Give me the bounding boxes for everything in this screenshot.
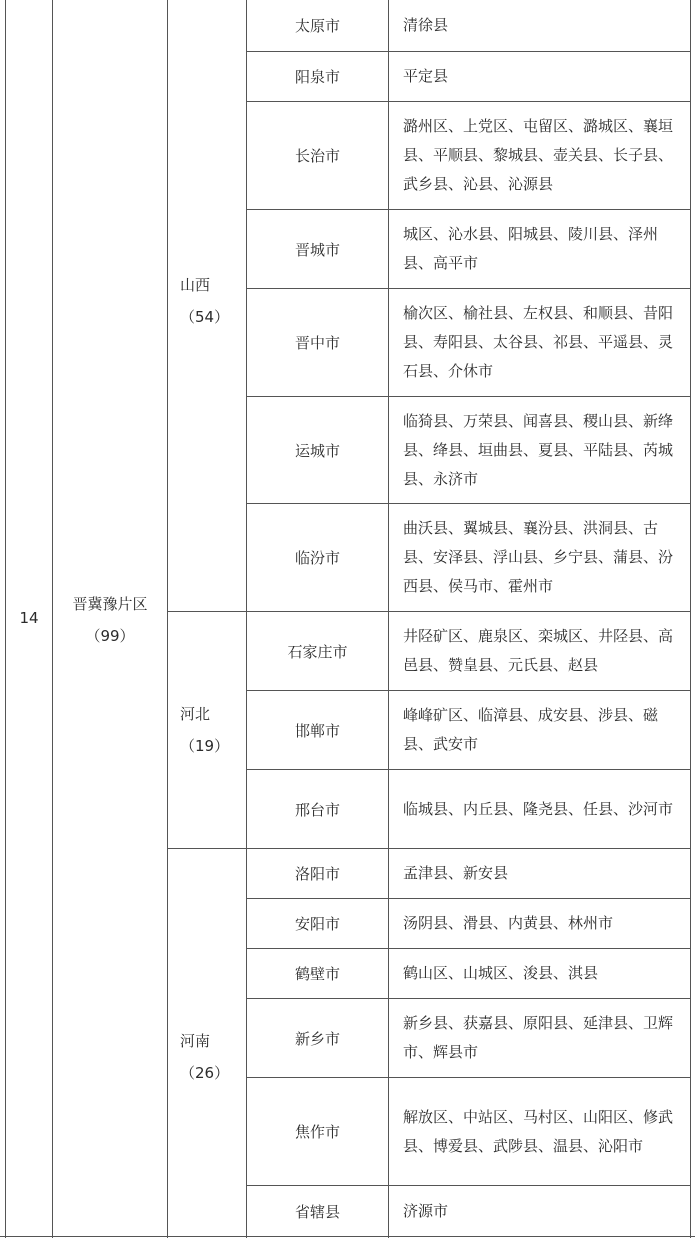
row-divider [0,1236,695,1237]
city-name: 运城市 [294,441,340,460]
county-list: 孟津县、新安县 [403,864,509,882]
region-count: （99） [85,627,135,645]
city-name: 邯郸市 [294,721,340,740]
county-list: 平定县 [403,67,449,85]
province-name: 河南 [180,1031,211,1050]
table-border [690,0,691,1238]
county-list: 临城县、内丘县、隆尧县、任县、沙河市 [403,799,674,818]
region-name: 晋冀豫片区 [72,595,148,613]
province-henan [168,849,246,1236]
county-list: 新乡县、获嘉县、原阳县、延津县、卫辉市、辉县市 [403,1014,674,1061]
county-list: 榆次区、榆社县、左权县、和顺县、昔阳县、寿阳县、太谷县、祁县、平遥县、灵石县、介休市 [403,304,674,380]
province-hebei [168,612,246,848]
county-list: 井陉矿区、鹿泉区、栾城区、井陉县、高邑县、赞皇县、元氏县、赵县 [403,627,674,674]
city-name: 临汾市 [294,549,340,567]
county-list: 汤阴县、滑县、内黄县、林州市 [403,914,614,932]
city-name: 晋城市 [294,240,340,259]
city-name: 阳泉市 [294,68,340,86]
county-list: 清徐县 [403,16,449,34]
county-list: 峰峰矿区、临漳县、成安县、涉县、磁县、武安市 [403,706,659,753]
county-list: 鹤山区、山城区、浚县、淇县 [403,964,599,982]
province-name: 山西 [180,275,211,294]
region-cell [53,0,167,1236]
city-name: 石家庄市 [287,642,348,661]
county-list: 临猗县、万荣县、闻喜县、稷山县、新绛县、绛县、垣曲县、夏县、平陆县、芮城县、永济市 [403,411,674,488]
province-count: （26） [180,1063,230,1082]
province-shanxi [168,0,246,611]
province-count: （54） [180,307,230,326]
county-list: 济源市 [403,1201,449,1220]
city-name: 安阳市 [294,915,340,933]
city-name: 邢台市 [294,800,340,819]
city-name: 鹤壁市 [294,965,340,983]
province-name: 河北 [180,705,211,723]
city-name: 焦作市 [294,1123,340,1141]
province-count: （19） [180,737,230,755]
city-name: 省辖县 [294,1202,340,1221]
county-list: 解放区、中站区、马村区、山阳区、修武县、博爱县、武陟县、温县、沁阳市 [403,1107,674,1155]
city-name: 洛阳市 [294,865,340,883]
city-name: 晋中市 [294,334,340,352]
county-list: 城区、沁水县、阳城县、陵川县、泽州县、高平市 [403,225,659,272]
city-name: 太原市 [294,17,340,35]
county-list: 潞州区、上党区、屯留区、潞城区、襄垣县、平顺县、黎城县、壶关县、长子县、武乡县、沁县、沁源县 [403,117,674,193]
city-name: 长治市 [294,147,340,165]
county-list: 曲沃县、翼城县、襄汾县、洪洞县、古县、安泽县、浮山县、乡宁县、蒲县、汾西县、侯马市、霍州市 [403,519,674,595]
row-number: 14 [19,609,39,627]
city-name: 新乡市 [294,1029,340,1048]
